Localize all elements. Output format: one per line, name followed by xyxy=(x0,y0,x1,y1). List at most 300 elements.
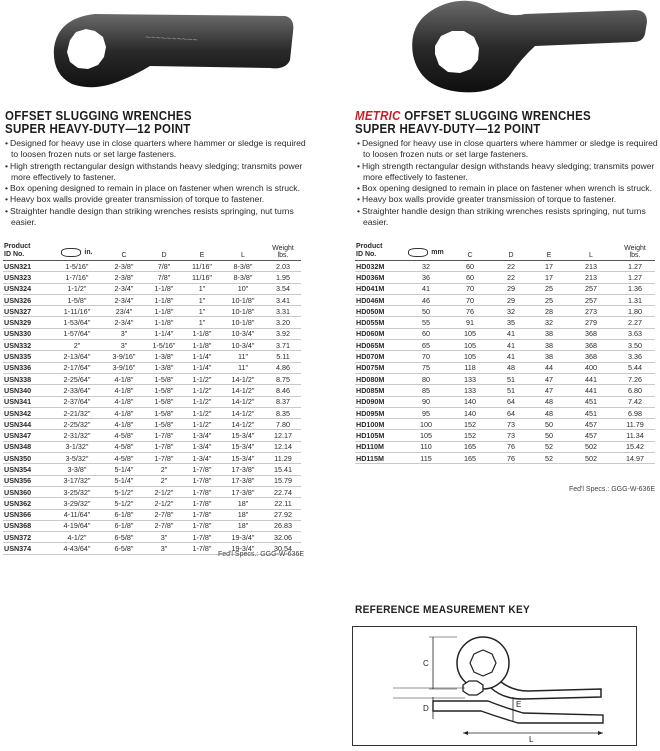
l-cell: 14-1/2" xyxy=(221,419,265,430)
product-id-cell: USN321 xyxy=(3,261,51,272)
d-cell: 1-7/8" xyxy=(145,441,183,452)
size-cell: 2-21/32" xyxy=(51,407,103,418)
c-cell: 5-1/4" xyxy=(103,475,145,486)
col-product-id: Product ID No. xyxy=(355,243,403,261)
weight-cell: 2.27 xyxy=(615,317,655,328)
d-cell: 35 xyxy=(491,317,531,328)
product-id-cell: USN341 xyxy=(3,396,51,407)
c-cell: 3-9/16" xyxy=(103,351,145,362)
right-title-line1: OFFSET SLUGGING WRENCHES xyxy=(400,109,592,123)
size-cell: 75 xyxy=(403,362,449,373)
product-id-cell: USN342 xyxy=(3,407,51,418)
size-cell: 2-13/64" xyxy=(51,351,103,362)
l-cell: 17-3/8" xyxy=(221,475,265,486)
weight-cell: 7.26 xyxy=(615,373,655,384)
c-cell: 4-1/8" xyxy=(103,396,145,407)
size-cell: 1-5/8" xyxy=(51,294,103,305)
weight-cell: 5.44 xyxy=(615,362,655,373)
l-cell: 8-3/8" xyxy=(221,261,265,272)
weight-cell: 3.41 xyxy=(265,294,301,305)
product-id-cell: USN350 xyxy=(3,453,51,464)
c-cell: 152 xyxy=(449,419,491,430)
weight-cell: 8.35 xyxy=(265,407,301,418)
weight-cell: 11.29 xyxy=(265,453,301,464)
table-row xyxy=(3,430,301,441)
product-id-cell: USN329 xyxy=(3,317,51,328)
l-cell: 457 xyxy=(567,419,615,430)
l-cell: 14-1/2" xyxy=(221,385,265,396)
d-cell: 51 xyxy=(491,373,531,384)
label-l: L xyxy=(529,735,534,744)
e-cell: 1-1/4" xyxy=(183,351,221,362)
l-cell: 368 xyxy=(567,351,615,362)
e-cell: 1-7/8" xyxy=(183,532,221,543)
weight-cell: 8.37 xyxy=(265,396,301,407)
col-l: L xyxy=(221,243,265,261)
weight-cell: 3.50 xyxy=(615,340,655,351)
product-id-cell: HD080M xyxy=(355,373,403,384)
c-cell: 133 xyxy=(449,373,491,384)
c-cell: 4-1/8" xyxy=(103,385,145,396)
d-cell: 1-1/8" xyxy=(145,294,183,305)
l-cell: 10" xyxy=(221,283,265,294)
size-cell: 3-29/32" xyxy=(51,498,103,509)
e-cell: 1-1/8" xyxy=(183,328,221,339)
e-cell: 17 xyxy=(531,272,567,283)
c-cell: 70 xyxy=(449,294,491,305)
col-weight: Weight lbs. xyxy=(615,243,655,261)
table-row xyxy=(3,498,301,509)
left-fed-spec: Fed'l Specs.: GGG-W-636E xyxy=(218,551,305,558)
table-row xyxy=(355,441,655,452)
wrench-photo-right xyxy=(385,0,655,100)
svg-text:~~~~~~~~~~: ~~~~~~~~~~ xyxy=(144,32,198,45)
table-row xyxy=(3,396,301,407)
wrench-photo-left xyxy=(0,0,300,100)
product-id-cell: HD100M xyxy=(355,419,403,430)
e-cell: 1-7/8" xyxy=(183,475,221,486)
e-cell: 48 xyxy=(531,407,567,418)
d-cell: 1-5/8" xyxy=(145,385,183,396)
d-cell: 1-5/8" xyxy=(145,373,183,384)
right-fed-spec: Fed'l Specs.: GGG-W-636E xyxy=(569,486,656,493)
table-row xyxy=(355,419,655,430)
l-cell: 457 xyxy=(567,430,615,441)
c-cell: 105 xyxy=(449,351,491,362)
table-row xyxy=(3,464,301,475)
e-cell: 1" xyxy=(183,306,221,317)
wrench-dimension-diagram xyxy=(353,627,636,745)
table-row xyxy=(3,509,301,520)
d-cell: 32 xyxy=(491,306,531,317)
table-row xyxy=(355,294,655,305)
c-cell: 6-1/8" xyxy=(103,520,145,531)
label-d: D xyxy=(423,704,429,713)
size-cell: 1-7/16" xyxy=(51,272,103,283)
d-cell: 41 xyxy=(491,328,531,339)
d-cell: 2" xyxy=(145,464,183,475)
c-cell: 70 xyxy=(449,283,491,294)
weight-cell: 15.42 xyxy=(615,441,655,452)
table-row xyxy=(3,407,301,418)
product-id-cell: USN332 xyxy=(3,340,51,351)
l-cell: 502 xyxy=(567,441,615,452)
product-id-cell: HD085M xyxy=(355,385,403,396)
size-cell: 1-57/64" xyxy=(51,328,103,339)
weight-cell: 12.17 xyxy=(265,430,301,441)
size-cell: 85 xyxy=(403,385,449,396)
d-cell: 1-1/8" xyxy=(145,317,183,328)
l-cell: 17-3/8" xyxy=(221,486,265,497)
size-cell: 2" xyxy=(51,340,103,351)
product-id-cell: HD032M xyxy=(355,261,403,272)
d-cell: 64 xyxy=(491,396,531,407)
l-cell: 400 xyxy=(567,362,615,373)
c-cell: 105 xyxy=(449,328,491,339)
size-cell: 41 xyxy=(403,283,449,294)
right-title-line2: SUPER HEAVY-DUTY—12 POINT xyxy=(355,122,541,136)
d-cell: 29 xyxy=(491,294,531,305)
c-cell: 4-5/8" xyxy=(103,441,145,452)
d-cell: 3" xyxy=(145,532,183,543)
d-cell: 1-7/8" xyxy=(145,430,183,441)
d-cell: 1-1/8" xyxy=(145,306,183,317)
label-e: E xyxy=(516,700,522,709)
e-cell: 1-1/8" xyxy=(183,340,221,351)
e-cell: 38 xyxy=(531,328,567,339)
table-row xyxy=(355,453,655,464)
product-id-cell: HD065M xyxy=(355,340,403,351)
left-bullet-2: • High strength rectangular design withstands heavy sledging; transmits power more effectively to fastener. xyxy=(3,161,308,184)
size-cell: 46 xyxy=(403,294,449,305)
table-row xyxy=(355,430,655,441)
size-cell: 4-1/2" xyxy=(51,532,103,543)
size-cell: 3-1/32" xyxy=(51,441,103,452)
table-row xyxy=(3,272,301,283)
unit-label: mm xyxy=(431,249,444,256)
e-cell: 47 xyxy=(531,373,567,384)
col-size xyxy=(51,243,103,261)
d-cell: 1-5/8" xyxy=(145,419,183,430)
product-id-cell: USN356 xyxy=(3,475,51,486)
l-cell: 279 xyxy=(567,317,615,328)
reference-key-title: REFERENCE MEASUREMENT KEY xyxy=(355,604,531,616)
c-cell: 6-1/8" xyxy=(103,509,145,520)
weight-cell: 3.63 xyxy=(615,328,655,339)
weight-cell: 1.27 xyxy=(615,261,655,272)
e-cell: 1-3/4" xyxy=(183,453,221,464)
weight-cell: 3.54 xyxy=(265,283,301,294)
weight-cell: 22.11 xyxy=(265,498,301,509)
l-cell: 19-3/4" xyxy=(221,543,265,554)
size-cell: 2-37/64" xyxy=(51,396,103,407)
size-cell: 50 xyxy=(403,306,449,317)
table-row xyxy=(3,475,301,486)
d-cell: 7/8" xyxy=(145,261,183,272)
size-cell: 1-1/2" xyxy=(51,283,103,294)
unit-label: in. xyxy=(84,249,93,256)
e-cell: 25 xyxy=(531,283,567,294)
c-cell: 60 xyxy=(449,261,491,272)
weight-cell: 6.80 xyxy=(615,385,655,396)
product-id-cell: USN336 xyxy=(3,362,51,373)
table-row xyxy=(355,362,655,373)
l-cell: 10-1/8" xyxy=(221,317,265,328)
d-cell: 1-3/8" xyxy=(145,362,183,373)
e-cell: 1-1/4" xyxy=(183,362,221,373)
c-cell: 4-1/8" xyxy=(103,373,145,384)
weight-cell: 1.80 xyxy=(615,306,655,317)
l-cell: 10-1/8" xyxy=(221,294,265,305)
product-id-cell: USN340 xyxy=(3,385,51,396)
c-cell: 4-5/8" xyxy=(103,430,145,441)
table-row xyxy=(3,283,301,294)
product-id-cell: USN326 xyxy=(3,294,51,305)
table-row xyxy=(3,373,301,384)
weight-cell: 6.98 xyxy=(615,407,655,418)
e-cell: 1-1/2" xyxy=(183,396,221,407)
e-cell: 32 xyxy=(531,317,567,328)
col-e: E xyxy=(183,243,221,261)
product-id-cell: HD046M xyxy=(355,294,403,305)
l-cell: 18" xyxy=(221,520,265,531)
product-id-cell: USN348 xyxy=(3,441,51,452)
product-id-cell: HD075M xyxy=(355,362,403,373)
size-cell: 3-17/32" xyxy=(51,475,103,486)
right-bullet-1: • Designed for heavy use in close quarters where hammer or sledge is required to loosen frozen nuts or set large fasteners. xyxy=(355,138,660,161)
d-cell: 1-5/8" xyxy=(145,407,183,418)
e-cell: 1-7/8" xyxy=(183,509,221,520)
col-d: D xyxy=(491,243,531,261)
d-cell: 48 xyxy=(491,362,531,373)
col-l: L xyxy=(567,243,615,261)
c-cell: 140 xyxy=(449,407,491,418)
c-cell: 2-3/8" xyxy=(103,272,145,283)
weight-cell: 7.42 xyxy=(615,396,655,407)
e-cell: 1-7/8" xyxy=(183,520,221,531)
weight-cell: 5.11 xyxy=(265,351,301,362)
c-cell: 152 xyxy=(449,430,491,441)
c-cell: 4-1/8" xyxy=(103,407,145,418)
table-row xyxy=(355,373,655,384)
col-product-id: Product ID No. xyxy=(3,243,51,261)
hex-nut-icon xyxy=(61,248,81,257)
c-cell: 2-3/4" xyxy=(103,317,145,328)
l-cell: 14-1/2" xyxy=(221,373,265,384)
l-cell: 14-1/2" xyxy=(221,396,265,407)
size-cell: 3-5/32" xyxy=(51,453,103,464)
e-cell: 1-7/8" xyxy=(183,543,221,554)
size-cell: 105 xyxy=(403,430,449,441)
weight-cell: 15.41 xyxy=(265,464,301,475)
d-cell: 64 xyxy=(491,407,531,418)
c-cell: 5-1/2" xyxy=(103,498,145,509)
size-cell: 100 xyxy=(403,419,449,430)
c-cell: 3" xyxy=(103,340,145,351)
weight-cell: 3.92 xyxy=(265,328,301,339)
left-spec-table xyxy=(3,243,301,555)
size-cell: 2-33/64" xyxy=(51,385,103,396)
c-cell: 6-5/8" xyxy=(103,532,145,543)
weight-cell: 8.75 xyxy=(265,373,301,384)
e-cell: 1-1/2" xyxy=(183,373,221,384)
weight-cell: 12.14 xyxy=(265,441,301,452)
c-cell: 2-3/4" xyxy=(103,283,145,294)
d-cell: 1-5/8" xyxy=(145,396,183,407)
weight-cell: 11.34 xyxy=(615,430,655,441)
weight-cell: 30.54 xyxy=(265,543,301,554)
d-cell: 2-1/2" xyxy=(145,498,183,509)
l-cell: 10-3/4" xyxy=(221,328,265,339)
d-cell: 2-7/8" xyxy=(145,520,183,531)
col-size xyxy=(403,243,449,261)
size-cell: 95 xyxy=(403,407,449,418)
l-cell: 11" xyxy=(221,362,265,373)
size-cell: 2-25/32" xyxy=(51,419,103,430)
table-row xyxy=(3,419,301,430)
weight-cell: 11.79 xyxy=(615,419,655,430)
table-row xyxy=(3,532,301,543)
l-cell: 502 xyxy=(567,453,615,464)
l-cell: 257 xyxy=(567,294,615,305)
l-cell: 8-3/8" xyxy=(221,272,265,283)
e-cell: 38 xyxy=(531,351,567,362)
right-feature-list xyxy=(355,138,660,228)
d-cell: 2-7/8" xyxy=(145,509,183,520)
c-cell: 5-1/4" xyxy=(103,464,145,475)
weight-cell: 26.83 xyxy=(265,520,301,531)
table-row xyxy=(355,317,655,328)
weight-cell: 7.80 xyxy=(265,419,301,430)
product-id-cell: USN327 xyxy=(3,306,51,317)
size-cell: 1-11/16" xyxy=(51,306,103,317)
product-id-cell: USN360 xyxy=(3,486,51,497)
d-cell: 1-1/4" xyxy=(145,328,183,339)
c-cell: 76 xyxy=(449,306,491,317)
d-cell: 1-7/8" xyxy=(145,453,183,464)
l-cell: 213 xyxy=(567,272,615,283)
product-id-cell: HD050M xyxy=(355,306,403,317)
d-cell: 29 xyxy=(491,283,531,294)
product-id-cell: HD115M xyxy=(355,453,403,464)
weight-cell: 27.92 xyxy=(265,509,301,520)
weight-cell: 1.27 xyxy=(615,272,655,283)
d-cell: 1-3/8" xyxy=(145,351,183,362)
size-cell: 65 xyxy=(403,340,449,351)
e-cell: 47 xyxy=(531,385,567,396)
table-row xyxy=(3,385,301,396)
c-cell: 165 xyxy=(449,441,491,452)
l-cell: 15-3/4" xyxy=(221,441,265,452)
d-cell: 41 xyxy=(491,351,531,362)
right-spec-table xyxy=(355,243,655,464)
product-id-cell: HD090M xyxy=(355,396,403,407)
product-id-cell: HD105M xyxy=(355,430,403,441)
table-row xyxy=(355,283,655,294)
product-id-cell: USN368 xyxy=(3,520,51,531)
left-bullet-1: • Designed for heavy use in close quarters where hammer or sledge is required to loosen frozen nuts or set large fasteners. xyxy=(3,138,308,161)
product-id-cell: HD110M xyxy=(355,441,403,452)
product-id-cell: USN354 xyxy=(3,464,51,475)
weight-cell: 14.97 xyxy=(615,453,655,464)
col-c: C xyxy=(449,243,491,261)
e-cell: 1-1/2" xyxy=(183,419,221,430)
e-cell: 1" xyxy=(183,283,221,294)
product-id-cell: USN338 xyxy=(3,373,51,384)
weight-cell: 1.36 xyxy=(615,283,655,294)
left-title-line1: OFFSET SLUGGING WRENCHES xyxy=(5,109,192,123)
e-cell: 1-7/8" xyxy=(183,498,221,509)
d-cell: 76 xyxy=(491,453,531,464)
table-row xyxy=(355,407,655,418)
product-id-cell: HD095M xyxy=(355,407,403,418)
d-cell: 41 xyxy=(491,340,531,351)
size-cell: 70 xyxy=(403,351,449,362)
l-cell: 14-1/2" xyxy=(221,407,265,418)
l-cell: 18" xyxy=(221,498,265,509)
d-cell: 3" xyxy=(145,543,183,554)
reference-diagram xyxy=(352,626,637,746)
e-cell: 25 xyxy=(531,294,567,305)
c-cell: 5-1/2" xyxy=(103,486,145,497)
product-id-cell: HD070M xyxy=(355,351,403,362)
c-cell: 165 xyxy=(449,453,491,464)
right-bullet-2: • High strength rectangular design withstands heavy sledging; transmits power more effectively to fastener. xyxy=(355,161,660,184)
table-row xyxy=(355,351,655,362)
l-cell: 441 xyxy=(567,385,615,396)
c-cell: 3" xyxy=(103,328,145,339)
c-cell: 133 xyxy=(449,385,491,396)
size-cell: 80 xyxy=(403,373,449,384)
size-cell: 1-53/64" xyxy=(51,317,103,328)
c-cell: 4-1/8" xyxy=(103,419,145,430)
size-cell: 2-17/64" xyxy=(51,362,103,373)
d-cell: 73 xyxy=(491,430,531,441)
weight-cell: 4.86 xyxy=(265,362,301,373)
l-cell: 10-3/4" xyxy=(221,340,265,351)
l-cell: 368 xyxy=(567,328,615,339)
c-cell: 60 xyxy=(449,272,491,283)
e-cell: 38 xyxy=(531,340,567,351)
size-cell: 1-5/16" xyxy=(51,261,103,272)
right-bullet-3: • Box opening designed to remain in place on fastener when wrench is struck. xyxy=(355,183,660,194)
c-cell: 2-3/8" xyxy=(103,261,145,272)
label-c: C xyxy=(423,659,429,668)
metric-label: METRIC xyxy=(355,109,401,123)
c-cell: 118 xyxy=(449,362,491,373)
d-cell: 73 xyxy=(491,419,531,430)
l-cell: 15-3/4" xyxy=(221,430,265,441)
col-d: D xyxy=(145,243,183,261)
c-cell: 105 xyxy=(449,340,491,351)
product-id-cell: USN347 xyxy=(3,430,51,441)
table-row xyxy=(355,261,655,272)
size-cell: 2-31/32" xyxy=(51,430,103,441)
table-row xyxy=(3,486,301,497)
weight-cell: 2.03 xyxy=(265,261,301,272)
d-cell: 2-1/2" xyxy=(145,486,183,497)
product-id-cell: HD055M xyxy=(355,317,403,328)
weight-cell: 32.06 xyxy=(265,532,301,543)
product-id-cell: USN362 xyxy=(3,498,51,509)
l-cell: 273 xyxy=(567,306,615,317)
table-row xyxy=(3,351,301,362)
weight-cell: 22.74 xyxy=(265,486,301,497)
size-cell: 90 xyxy=(403,396,449,407)
e-cell: 44 xyxy=(531,362,567,373)
size-cell: 110 xyxy=(403,441,449,452)
l-cell: 17-3/8" xyxy=(221,464,265,475)
